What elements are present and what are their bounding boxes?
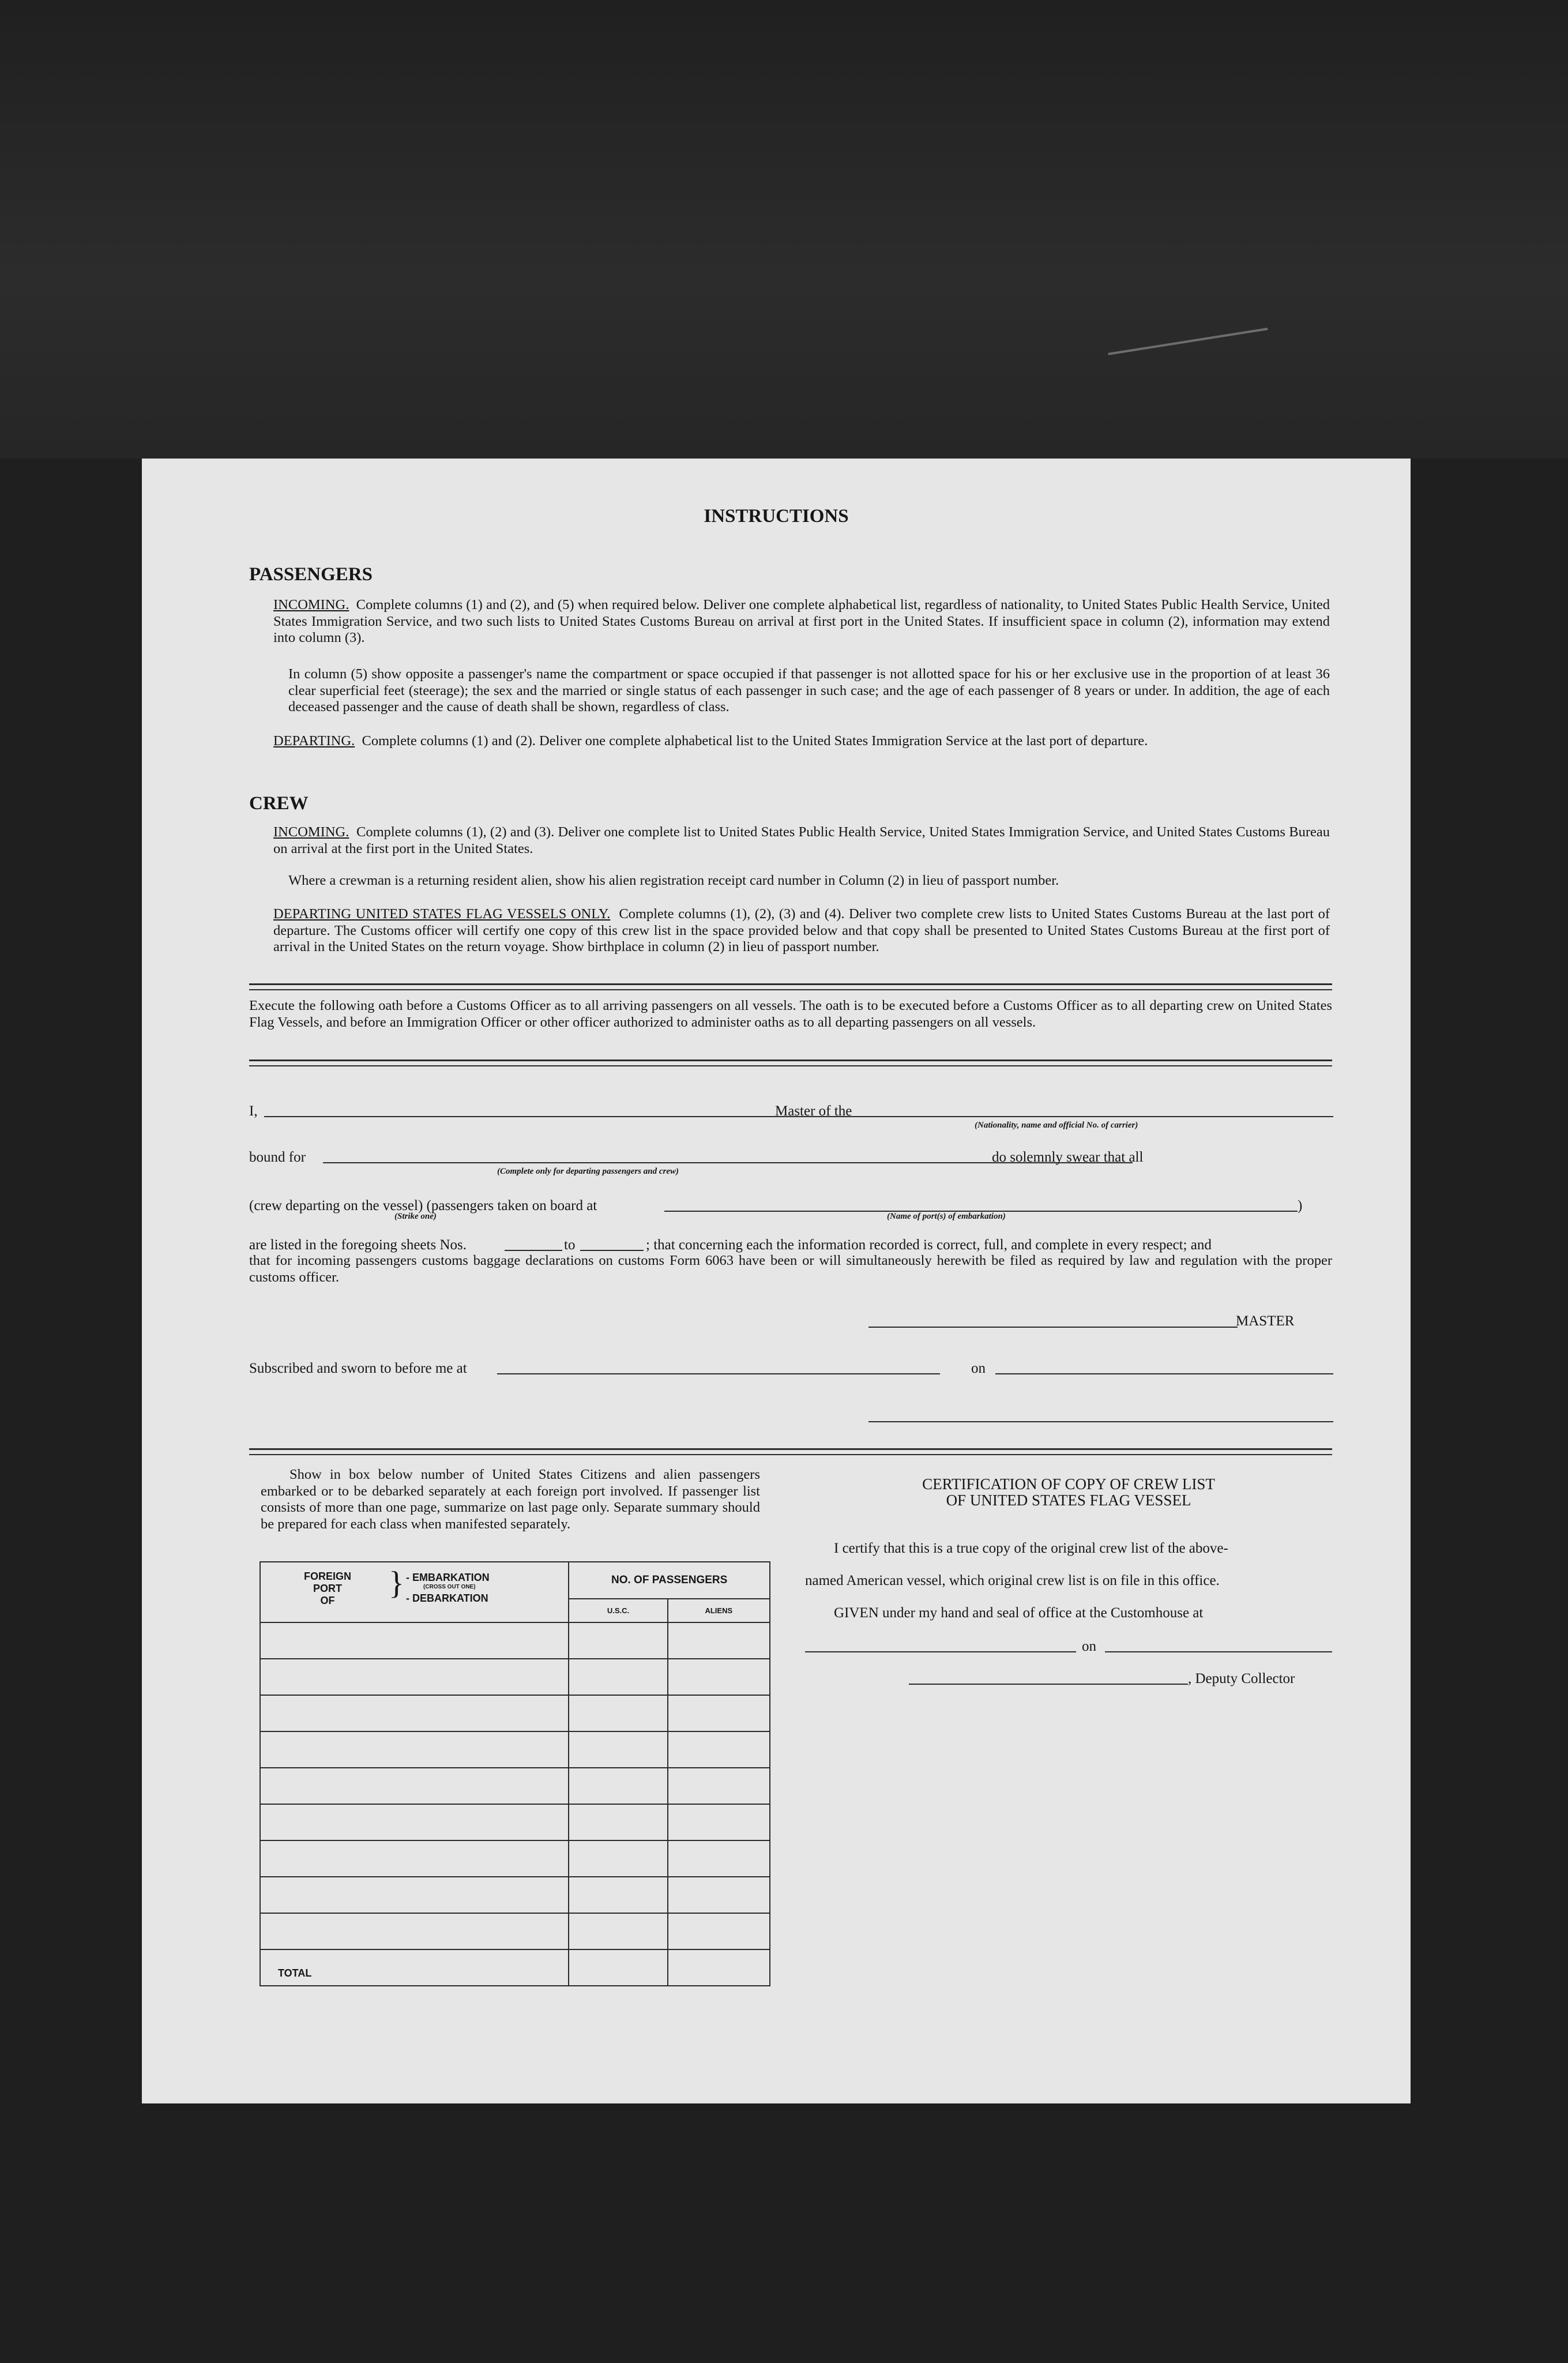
usc-cell[interactable] <box>569 1913 667 1949</box>
oath-remaining-text: that for incoming passengers customs baggage declarations on customs Form 6063 have been or will simultaneously herewith be filed as required by law and regulation with the proper customs officer. <box>249 1253 1332 1285</box>
aliens-cell[interactable] <box>668 1731 770 1768</box>
execute-oath-paragraph: Execute the following oath before a Customs Officer as to all arriving passengers on all vessels. The oath is to be executed before a Customs Officer as to all departing crew on United States Flag Vessels, and before an Immigration Officer or other officer authorized to administer oaths as to all departing passengers on all vessels. <box>249 998 1332 1030</box>
summary-instructions: Show in box below number of United States Citizens and alien passengers embarked or to be debarked separately at each foreign port involved. If passenger list consists of more than one page, summarize on last page only. Separate summary should be prepared for each class when manifested separately. <box>261 1467 760 1532</box>
divider <box>249 1060 1332 1066</box>
customhouse-line[interactable] <box>805 1651 1076 1652</box>
total-label: TOTAL <box>260 1949 569 1986</box>
usc-cell[interactable] <box>569 1731 667 1768</box>
crew-departing-label: DEPARTING UNITED STATES FLAG VESSELS ONLY. <box>273 906 611 922</box>
cert-date-line[interactable] <box>1105 1651 1332 1652</box>
page-title: INSTRUCTIONS <box>704 506 849 527</box>
usc-cell[interactable] <box>569 1622 667 1659</box>
master-signature-line[interactable] <box>868 1327 1238 1328</box>
certify-line1: I certify that this is a true copy of the original crew list of the above- <box>834 1541 1228 1556</box>
master-label: MASTER <box>1236 1313 1295 1329</box>
usc-cell[interactable] <box>569 1840 667 1877</box>
port-cell[interactable] <box>260 1695 569 1731</box>
officer-signature-line[interactable] <box>868 1421 1333 1422</box>
aliens-cell[interactable] <box>668 1877 770 1913</box>
name-of-ports-caption: (Name of port(s) of embarkation) <box>887 1212 1006 1221</box>
crew-departing-paragraph <box>273 906 1330 956</box>
passengers-incoming-text: Complete columns (1) and (2), and (5) when required below. Deliver one complete alphabetical list, regardless of nationality, to United States Public Health Service, United States Immigration Service, and two such lists to United States Customs Bureau on arrival at first port in the United States. If insufficient space in column (2), information may extend into column (3). <box>273 597 1330 646</box>
aliens-cell[interactable] <box>668 1913 770 1949</box>
strike-one-caption: (Strike one) <box>394 1212 437 1221</box>
crew-incoming-label: INCOMING. <box>273 824 349 840</box>
port-cell[interactable] <box>260 1768 569 1804</box>
usc-cell[interactable] <box>569 1768 667 1804</box>
passengers-departing-label: DEPARTING. <box>273 733 355 749</box>
nationality-caption: (Nationality, name and official No. of carrier) <box>975 1121 1138 1130</box>
passengers-incoming-label: INCOMING. <box>273 597 349 613</box>
complete-only-caption: (Complete only for departing passengers and crew) <box>497 1167 679 1176</box>
divider <box>249 1448 1332 1455</box>
do-solemnly-text: do solemnly swear that all <box>992 1149 1144 1165</box>
certification-title-line2: OF UNITED STATES FLAG VESSEL <box>946 1492 1191 1509</box>
carrier-line[interactable] <box>866 1116 1333 1117</box>
port-cell[interactable] <box>260 1622 569 1659</box>
document-page <box>142 459 1411 2103</box>
debarkation-label: - DEBARKATION <box>406 1592 488 1604</box>
port-cell[interactable] <box>260 1731 569 1768</box>
sworn-place-line[interactable] <box>497 1373 940 1374</box>
that-concerning-text: ; that concerning each the information recorded is correct, full, and complete in every respect; and <box>646 1237 1212 1253</box>
to-text: to <box>564 1237 576 1253</box>
cross-out-caption: (CROSS OUT ONE) <box>423 1584 476 1590</box>
passengers-departing-paragraph <box>273 733 1330 750</box>
aliens-cell[interactable] <box>668 1804 770 1840</box>
certification-title-line1: CERTIFICATION OF COPY OF CREW LIST <box>922 1475 1215 1493</box>
aliens-cell[interactable] <box>668 1659 770 1695</box>
usc-header: U.S.C. <box>569 1599 667 1622</box>
passengers-departing-text: Complete columns (1) and (2). Deliver one complete alphabetical list to the United States Immigration Service at the last port of departure. <box>362 733 1148 749</box>
port-cell[interactable] <box>260 1840 569 1877</box>
usc-cell[interactable] <box>569 1695 667 1731</box>
divider <box>249 983 1332 990</box>
bound-for-label: bound for <box>249 1149 306 1165</box>
subscribed-text: Subscribed and sworn to before me at <box>249 1361 467 1376</box>
crew-departing-text: Complete columns (1), (2), (3) and (4). Deliver two complete crew lists to United States Customs Bureau at the last port of departure. The Customs officer will certify one copy of this crew list in the space provided below and that copy shall be presented to United States Customs Bureau at the first port of arrival in the United States on the return voyage. Show birthplace in column (2) in lieu of passport number. <box>273 906 1330 955</box>
aliens-cell[interactable] <box>668 1840 770 1877</box>
port-cell[interactable] <box>260 1913 569 1949</box>
sheet-to-line[interactable] <box>580 1250 644 1251</box>
sheet-from-line[interactable] <box>505 1250 562 1251</box>
passengers-column5-paragraph: In column (5) show opposite a passenger's name the compartment or space occupied if that passenger is not allotted space for his or her exclusive use in the proportion of at least 36 clear superficial feet (steerage); the sex and the married or single status of each passenger in such case; and the age of each passenger of 8 years or under. In addition, the age of each deceased passenger and the cause of death shall be shown, regardless of class. <box>288 666 1330 715</box>
embarkation-label: - EMBARKATION <box>406 1572 490 1583</box>
crew-incoming-paragraph <box>273 824 1330 857</box>
certification-title <box>805 1476 1332 1508</box>
passengers-heading: PASSENGERS <box>249 564 373 585</box>
usc-cell[interactable] <box>569 1877 667 1913</box>
aliens-header: ALIENS <box>668 1599 770 1622</box>
cert-on-text: on <box>1082 1639 1096 1654</box>
usc-total-cell[interactable] <box>569 1949 667 1986</box>
aliens-cell[interactable] <box>668 1622 770 1659</box>
given-text: GIVEN under my hand and seal of office at the Customhouse at <box>834 1605 1204 1621</box>
sworn-date-line[interactable] <box>995 1373 1333 1374</box>
deputy-signature-line[interactable] <box>909 1684 1188 1685</box>
foreign-port-header <box>260 1562 569 1622</box>
crew-heading: CREW <box>249 793 309 814</box>
port-cell[interactable] <box>260 1659 569 1695</box>
master-of-the-label: Master of the <box>775 1103 852 1119</box>
certify-line2: named American vessel, which original crew list is on file in this office. <box>805 1573 1220 1588</box>
close-paren: ) <box>1298 1198 1303 1214</box>
aliens-cell[interactable] <box>668 1695 770 1731</box>
crew-incoming-text: Complete columns (1), (2) and (3). Deliver one complete list to United States Public Health Service, United States Immigration Service, and United States Customs Bureau on arrival at the first port in the United States. <box>273 824 1330 856</box>
are-listed-text: are listed in the foregoing sheets Nos. <box>249 1237 467 1253</box>
crew-passengers-text: (crew departing on the vessel) (passengers taken on board at <box>249 1198 597 1214</box>
port-cell[interactable] <box>260 1804 569 1840</box>
no-of-passengers-header: NO. OF PASSENGERS <box>569 1562 770 1599</box>
passengers-incoming-paragraph <box>273 597 1330 647</box>
aliens-total-cell[interactable] <box>668 1949 770 1986</box>
passenger-summary-table <box>260 1561 770 1986</box>
brace-glyph: } <box>389 1565 404 1601</box>
usc-cell[interactable] <box>569 1659 667 1695</box>
of-label: OF <box>320 1595 335 1606</box>
crew-resident-paragraph: Where a crewman is a returning resident alien, show his alien registration receipt card number in Column (2) in lieu of passport number. <box>288 873 1059 888</box>
port-cell[interactable] <box>260 1877 569 1913</box>
usc-cell[interactable] <box>569 1804 667 1840</box>
port-label: PORT <box>313 1583 342 1594</box>
deputy-collector-label: , Deputy Collector <box>1188 1671 1295 1686</box>
aliens-cell[interactable] <box>668 1768 770 1804</box>
sworn-on-text: on <box>971 1361 986 1376</box>
oath-i: I, <box>249 1103 258 1119</box>
foreign-label: FOREIGN <box>303 1571 351 1582</box>
scan-background <box>0 0 1568 459</box>
